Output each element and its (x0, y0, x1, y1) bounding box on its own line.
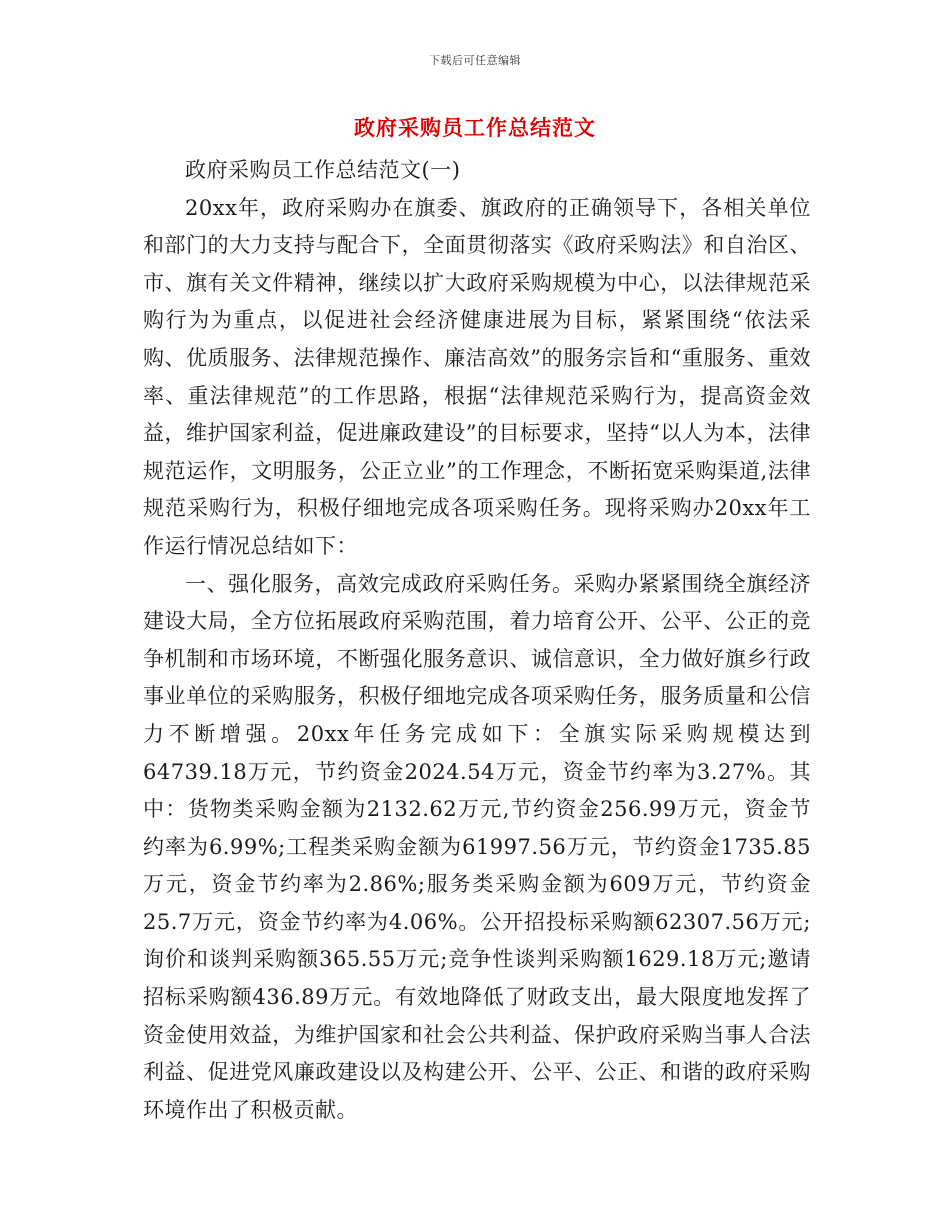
body-paragraph: 一、强化服务，高效完成政府采购任务。采购办紧紧围绕全旗经济建设大局，全方位拓展政府采购范围，着力培育公开、公平、公正的竞争机制和市场环境，不断强化服务意识、诚信意识，全力做好旗乡行政事业单位的采购服务，积极仔细地完成各项采购任务，服务质量和公信力不断增强。20xx年任务完成如下：全旗实际采购规模达到64739.18万元，节约资金2024.54万元，资金节约率为3.27%。其中：货物类采购金额为2132.62万元,节约资金256.99万元，资金节约率为6.99%;工程类采购金额为61997.56万元，节约资金1735.85万元，资金节约率为2.86%;服务类采购金额为609万元，节约资金25.7万元，资金节约率为4.06%。公开招投标采购额62307.56万元;询价和谈判采购额365.55万元;竞争性谈判采购额1629.18万元;邀请招标采购额436.89万元。有效地降低了财政支出，最大限度地发挥了资金使用效益，为维护国家和社会公共利益、保护政府采购当事人合法利益、促进党风廉政建设以及构建公开、公平、公正、和谐的政府采购环境作出了积极贡献。 (143, 571, 811, 1122)
section-subtitle: 政府采购员工作总结范文(一) (185, 158, 461, 182)
document-body (143, 152, 811, 1129)
body-paragraph: 20xx年，政府采购办在旗委、旗政府的正确领导下，各相关单位和部门的大力支持与配合下，全面贯彻落实《政府采购法》和自治区、市、旗有关文件精神，继续以扩大政府采购规模为中心，以法律规范采购行为为重点，以促进社会经济健康进展为目标，紧紧围绕“依法采购、优质服务、法律规范操作、廉洁高效”的服务宗旨和“重服务、重效率、重法律规范”的工作思路，根据“法律规范采购行为，提高资金效益，维护国家利益，促进廉政建设”的目标要求，坚持“以人为本，法律规范运作，文明服务，公正立业”的工作理念，不断拓宽采购渠道,法律规范采购行为，积极仔细地完成各项采购任务。现将采购办20xx年工作运行情况总结如下： (143, 195, 811, 558)
header-note: 下载后可任意编辑 (429, 54, 521, 67)
document-title: 政府采购员工作总结范文 (354, 115, 596, 140)
